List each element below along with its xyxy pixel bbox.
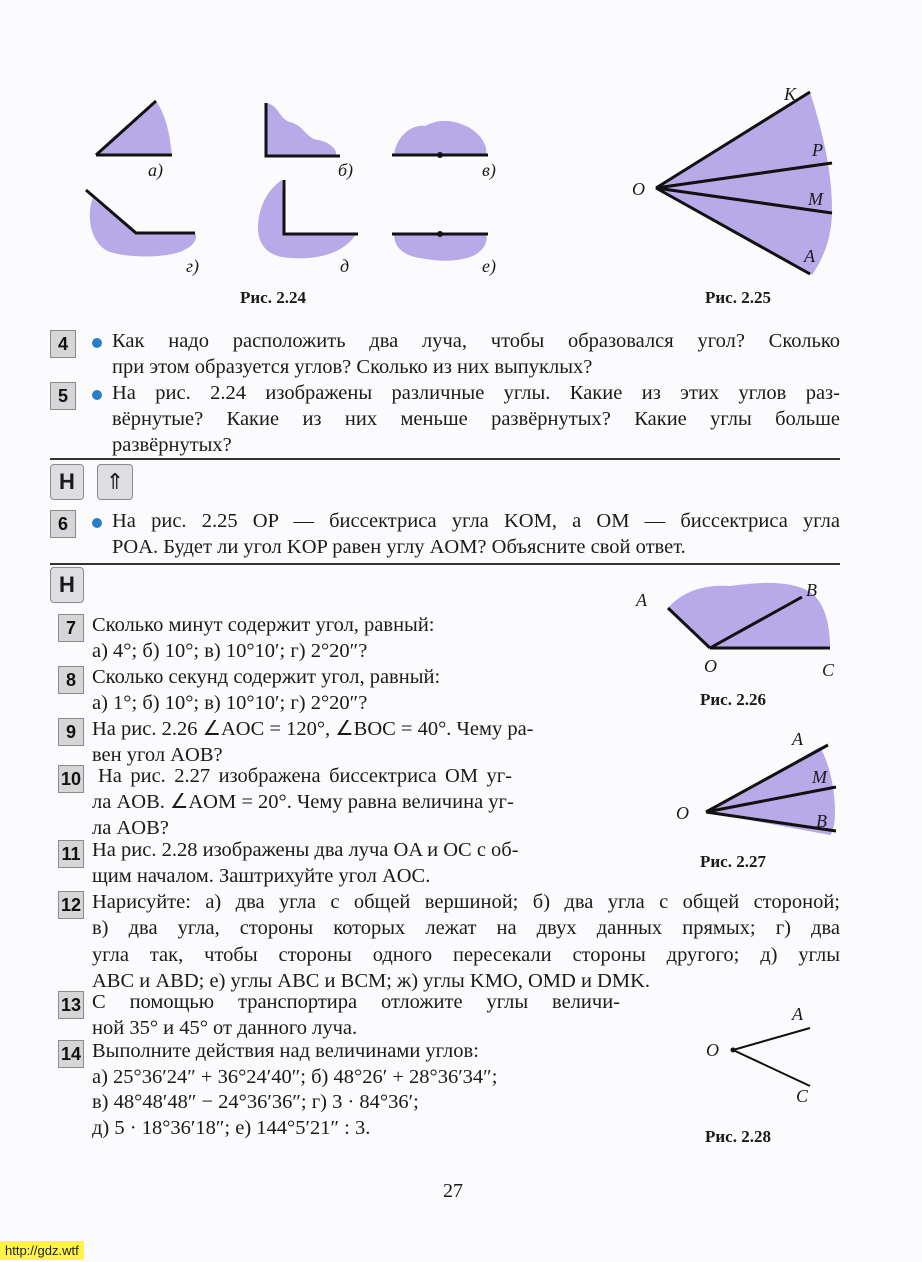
task-12-line: Нарисуйте: а) два угла с общей вершиной; б) два угла с общей стороной; (92, 891, 840, 913)
caption-fig-2-24: Рис. 2.24 (240, 288, 306, 307)
label-A: A (792, 729, 803, 749)
caption-fig-2-26: Рис. 2.26 (700, 690, 766, 709)
label-a: а) (148, 160, 163, 180)
task-5-line: вёрнутые? Какие из них меньше развёрнутых? Какие углы больше (112, 408, 840, 430)
task-13-line: ной 35° и 45° от данного луча. (92, 1017, 358, 1039)
task-number-9: 9 (58, 718, 84, 746)
label-P: P (812, 140, 823, 160)
label-B: B (816, 811, 827, 831)
label-K: K (784, 84, 797, 104)
task-6-line: POA. Будет ли угол KOP равен углу AOM? Объясните свой ответ. (112, 536, 686, 558)
task-number-5: 5 (50, 382, 76, 410)
label-O: O (632, 179, 645, 199)
page-number: 27 (443, 1180, 463, 1202)
task-number-10: 10 (58, 765, 84, 793)
label-v: в) (482, 160, 496, 180)
task-14-line: а) 25°36′24″ + 36°24′40″; б) 48°26′ + 28°36′34″; (92, 1066, 498, 1088)
task-7-line: Сколько минут содержит угол, равный: (92, 614, 435, 636)
label-O: O (704, 656, 717, 676)
figure-2-24 (0, 0, 560, 320)
label-B: B (806, 580, 817, 600)
angle-e-fill (394, 234, 487, 261)
task-11-line: щим началом. Заштрихуйте угол AOC. (92, 865, 431, 887)
task-6-line: На рис. 2.25 OP — биссектриса угла KOM, а OM — биссектриса угла (112, 510, 840, 532)
task-14-line: в) 48°48′48″ − 24°36′36″; г) 3 · 84°36′; (92, 1091, 419, 1113)
label-e: е) (482, 256, 496, 276)
angle-a-fill (96, 101, 172, 155)
task-9-line: На рис. 2.26 ∠AOC = 120°, ∠BOC = 40°. Чему ра- (92, 718, 534, 740)
task-number-11: 11 (58, 840, 84, 868)
task-4-line: при этом образуется углов? Сколько из них выпуклых? (112, 356, 593, 378)
up-arrow-icon: ⇑ (97, 464, 133, 500)
figure-2-28 (700, 1000, 840, 1110)
section-divider (50, 563, 840, 565)
bullet-icon (92, 390, 102, 400)
task-number-12: 12 (58, 891, 84, 919)
caption-fig-2-25: Рис. 2.25 (705, 288, 771, 307)
bullet-icon (92, 518, 102, 528)
task-14-line: Выполните действия над величинами углов: (92, 1040, 479, 1062)
figure-2-26 (620, 570, 860, 690)
figure-2-25 (600, 70, 900, 290)
label-g: г) (186, 256, 200, 276)
task-10-line: ла AOB? (92, 817, 169, 839)
caption-fig-2-28: Рис. 2.28 (705, 1127, 771, 1146)
task-8-line: а) 1°; б) 10°; в) 10°10′; г) 2°20″? (92, 692, 368, 714)
label-A: A (792, 1004, 803, 1024)
caption-fig-2-27: Рис. 2.27 (700, 852, 766, 871)
task-number-14: 14 (58, 1040, 84, 1068)
task-7-line: а) 4°; б) 10°; в) 10°10′; г) 2°20″? (92, 640, 368, 662)
watermark-link[interactable]: http://gdz.wtf (0, 1241, 84, 1260)
task-9-line: вен угол AOB? (92, 744, 223, 766)
bullet-icon (92, 338, 102, 348)
angle-v-fill (394, 121, 486, 155)
label-d: д (340, 256, 350, 276)
angle-b-fill (266, 103, 336, 156)
label-M: M (808, 189, 823, 209)
label-b: б) (338, 160, 354, 180)
task-13-line: С помощью транспортира отложите углы величи- (92, 991, 620, 1013)
task-number-6: 6 (50, 510, 76, 538)
label-O: O (706, 1040, 719, 1060)
label-C: C (796, 1086, 809, 1106)
task-number-13: 13 (58, 991, 84, 1019)
task-12-line: ABC и ABD; е) углы ABC и BCM; ж) углы KMO, OMD и DMK. (92, 970, 651, 992)
label-O: O (676, 803, 689, 823)
task-12-line: угла так, чтобы стороны одного пересекали стороны другого; д) углы (92, 944, 840, 966)
task-5-line: На рис. 2.24 изображены различные углы. Какие из этих углов раз- (112, 382, 840, 404)
label-A: A (804, 246, 815, 266)
task-10-line: ла AOB. ∠AOM = 20°. Чему равна величина уг- (92, 791, 514, 813)
task-number-4: 4 (50, 330, 76, 358)
section-divider (50, 458, 840, 460)
label-M: M (812, 767, 827, 787)
figure-2-27 (670, 725, 860, 845)
task-12-line: в) два угла, стороны которых лежат на двух данных прямых; г) два (92, 917, 840, 939)
angle-d-fill (258, 180, 356, 258)
label-C: C (822, 660, 835, 680)
task-number-7: 7 (58, 614, 84, 642)
level-marker-h: Н (50, 567, 84, 603)
label-A: A (636, 590, 647, 610)
task-4-line: Как надо расположить два луча, чтобы образовался угол? Сколько (112, 330, 840, 352)
level-marker-h: Н (50, 464, 84, 500)
task-11-line: На рис. 2.28 изображены два луча OA и OC с об- (92, 839, 519, 861)
task-14-line: д) 5 · 18°36′18″; е) 144°5′21″ : 3. (92, 1117, 371, 1139)
task-8-line: Сколько секунд содержит угол, равный: (92, 666, 441, 688)
task-10-line: На рис. 2.27 изображена биссектриса OM уг- (98, 765, 512, 787)
task-5-line: развёрнутых? (112, 434, 232, 456)
task-number-8: 8 (58, 666, 84, 694)
